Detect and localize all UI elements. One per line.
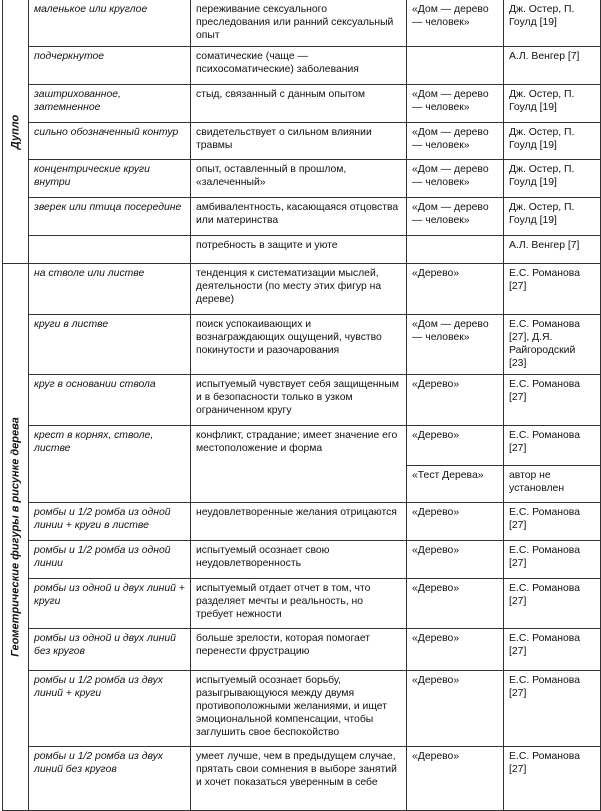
feature-cell: ромбы из одной и двух линий без кругов (29, 629, 191, 671)
author-cell: Е.С. Романова [27] (504, 671, 601, 747)
test-cell: «Дом — дерево — человек» (407, 85, 504, 123)
table-row (3, 236, 601, 264)
feature-cell (29, 236, 191, 264)
table-row (3, 426, 601, 466)
feature-cell: ромбы из одной и двух линий + круги (29, 579, 191, 629)
table-row (3, 264, 601, 315)
test-cell: «Дерево» (407, 375, 504, 426)
author-cell: Дж. Остер, П. Гоулд [19] (504, 123, 601, 160)
test-cell: «Дерево» (407, 503, 504, 541)
meaning-cell: испытуемый чувствует себя защищенным и в безопасности только в узком ограниченном кругу (191, 375, 407, 426)
group-label-cell (3, 0, 29, 264)
test-cell (407, 47, 504, 85)
test-cell (407, 236, 504, 264)
test-cell: «Дом — дерево — человек» (407, 198, 504, 236)
author-cell: автор не установлен (504, 466, 601, 503)
feature-cell: подчеркнутое (29, 47, 191, 85)
psychology-table (2, 0, 601, 811)
group-label-geom: Геометрические фигуры в рисунке дерева (9, 417, 21, 657)
feature-cell: ромбы и 1/2 ромба из одной линии + круги в листве (29, 503, 191, 541)
meaning-cell: свидетельствует о сильном влиянии травмы (191, 123, 407, 160)
meaning-cell: тенденция к систематизации мыслей, деятельности (по месту этих фигур на дереве) (191, 264, 407, 315)
group-label-cell (3, 264, 29, 811)
meaning-cell: стыд, связанный с данным опытом (191, 85, 407, 123)
author-cell: Е.С. Романова [27] (504, 264, 601, 315)
author-cell: Е.С. Романова [27] (504, 503, 601, 541)
feature-cell: круги в листве (29, 315, 191, 375)
meaning-cell: потребность в защите и уюте (191, 236, 407, 264)
author-cell: Е.С. Романова [27] (504, 541, 601, 579)
table-row (3, 160, 601, 198)
author-cell: Е.С. Романова [27] (504, 375, 601, 426)
feature-cell: на стволе или листве (29, 264, 191, 315)
meaning-cell: испытуемый осознает свою неудовлетворенность (191, 541, 407, 579)
meaning-cell: опыт, оставленный в прошлом, «залеченный» (191, 160, 407, 198)
table-row (3, 629, 601, 671)
author-cell: А.Л. Венгер [7] (504, 47, 601, 85)
table-row (3, 47, 601, 85)
test-cell: «Дерево» (407, 426, 504, 466)
table-row (3, 0, 601, 47)
feature-cell: ромбы и 1/2 ромба из двух линий + круги (29, 671, 191, 747)
meaning-cell: поиск успокаивающих и вознаграждающих ощущений, чувство покинутости и разочарования (191, 315, 407, 375)
author-cell: Дж. Остер, П. Гоулд [19] (504, 0, 601, 47)
feature-cell: концентрические круги внутри (29, 160, 191, 198)
test-cell: «Тест Дерева» (407, 466, 504, 503)
meaning-cell: соматические (чаще — психосоматические) заболевания (191, 47, 407, 85)
group-label-duplo: Дупло (9, 114, 21, 149)
test-cell: «Дерево» (407, 629, 504, 671)
feature-cell: крест в корнях, стволе, листве (29, 426, 191, 503)
table-row (3, 747, 601, 811)
feature-cell: заштрихованное, затемненное (29, 85, 191, 123)
feature-cell: сильно обозначенный контур (29, 123, 191, 160)
meaning-cell: конфликт, страдание; имеет значение его местоположение и форма (191, 426, 407, 503)
test-cell: «Дом — дерево — человек» (407, 160, 504, 198)
test-cell: «Дом — дерево — человек» (407, 0, 504, 47)
meaning-cell: амбивалентность, касающаяся отцовства или материнства (191, 198, 407, 236)
test-cell: «Дерево» (407, 747, 504, 811)
author-cell: Е.С. Романова [27] (504, 579, 601, 629)
author-cell: Е.С. Романова [27], Д.Я. Райгородский [23] (504, 315, 601, 375)
table-row (3, 123, 601, 160)
feature-cell: круг в основании ствола (29, 375, 191, 426)
author-cell: Е.С. Романова [27] (504, 426, 601, 466)
meaning-cell: больше зрелости, которая помогает перенести фрустрацию (191, 629, 407, 671)
meaning-cell: неудовлетворенные желания отрицаются (191, 503, 407, 541)
table-row (3, 198, 601, 236)
meaning-cell: умеет лучше, чем в предыдущем случае, прятать свои сомнения в выборе занятий и хочет показаться уверенным в себе (191, 747, 407, 811)
table-row (3, 503, 601, 541)
test-cell: «Дерево» (407, 579, 504, 629)
table-row (3, 579, 601, 629)
author-cell: А.Л. Венгер [7] (504, 236, 601, 264)
test-cell: «Дерево» (407, 264, 504, 315)
table-row (3, 85, 601, 123)
author-cell: Е.С. Романова [27] (504, 629, 601, 671)
table-row (3, 541, 601, 579)
meaning-cell: испытуемый отдает отчет в том, что разделяет мечты и реальность, но требует нежности (191, 579, 407, 629)
author-cell: Дж. Остер, П. Гоулд [19] (504, 160, 601, 198)
test-cell: «Дом — дерево — человек» (407, 315, 504, 375)
author-cell: Е.С. Романова [27] (504, 747, 601, 811)
feature-cell: ромбы и 1/2 ромба из одной линии (29, 541, 191, 579)
author-cell: Дж. Остер, П. Гоулд [19] (504, 198, 601, 236)
meaning-cell: переживание сексуального преследования или ранний сексуальный опыт (191, 0, 407, 47)
author-cell: Дж. Остер, П. Гоулд [19] (504, 85, 601, 123)
table-row (3, 315, 601, 375)
test-cell: «Дом — дерево — человек» (407, 123, 504, 160)
test-cell: «Дерево» (407, 541, 504, 579)
meaning-cell: испытуемый осознает борьбу, разыгрывающуюся между двумя противоположными желаниями, и ищет эмоциональной компенсации, чтобы заглушить свое беспокойство (191, 671, 407, 747)
feature-cell: ромбы и 1/2 ромба из двух линий без кругов (29, 747, 191, 811)
feature-cell: маленькое или круглое (29, 0, 191, 47)
feature-cell: зверек или птица посередине (29, 198, 191, 236)
test-cell: «Дерево» (407, 671, 504, 747)
table-row (3, 671, 601, 747)
table-row (3, 375, 601, 426)
